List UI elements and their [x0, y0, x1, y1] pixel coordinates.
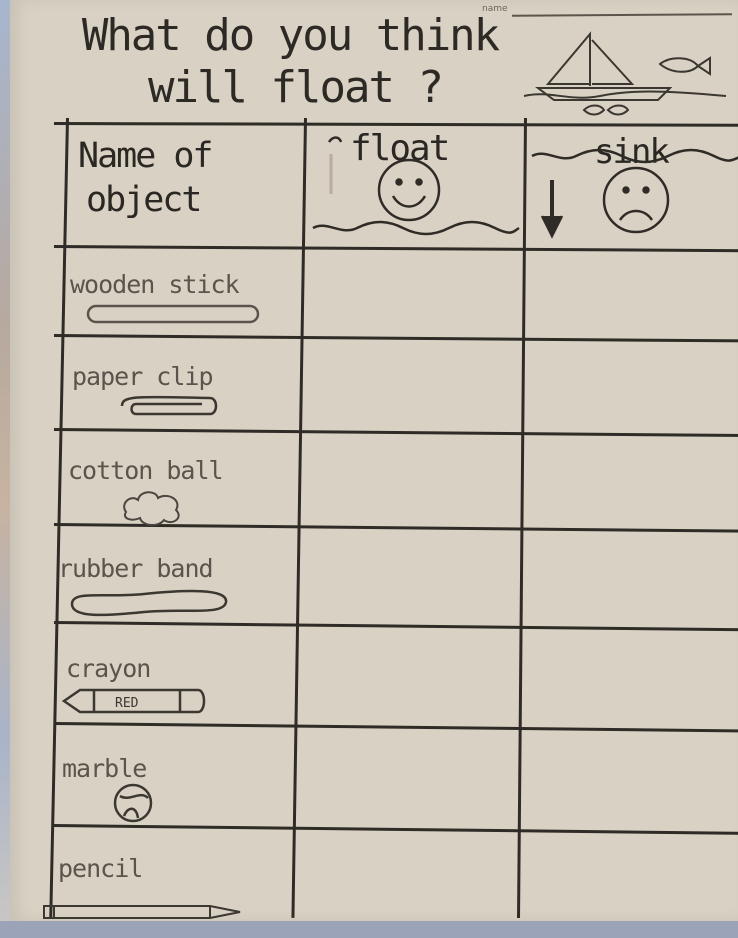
row-label-wooden-stick: wooden stick: [70, 270, 239, 299]
row-label-cotton-ball: cotton ball: [68, 456, 223, 485]
row-label-rubber-band: rubber band: [58, 554, 213, 583]
crayon-icon: [60, 686, 210, 716]
smiley-face-icon: [309, 132, 521, 250]
table-border-left: [49, 118, 69, 918]
wooden-stick-icon: [84, 300, 264, 328]
row-label-paper-clip: paper clip: [72, 362, 213, 391]
crayon-text: RED: [115, 696, 139, 711]
header-float: float: [350, 128, 449, 169]
worksheet-title-line-2: will float ?: [148, 62, 442, 113]
marble-icon: [110, 780, 156, 826]
row-label-marble: marble: [62, 754, 147, 783]
row-divider: [54, 824, 738, 835]
pencil-icon: [40, 902, 250, 922]
rubber-band-icon: [64, 584, 234, 620]
worksheet-paper: [10, 0, 738, 921]
name-line: [512, 13, 732, 17]
column-divider: [291, 118, 307, 918]
header-sink: sink: [594, 132, 668, 172]
sad-face-icon: [528, 136, 738, 252]
row-label-pencil: pencil: [58, 854, 143, 883]
sailboat-icon: [520, 26, 730, 118]
float-sink-table: [54, 118, 738, 938]
paper-clip-icon: [112, 392, 222, 422]
row-divider: [54, 722, 738, 732]
worksheet-title-line-1: What do you think: [81, 10, 499, 61]
table-border-top: [54, 122, 738, 127]
row-divider: [54, 334, 738, 342]
row-divider: [54, 428, 738, 437]
cotton-ball-icon: [118, 488, 188, 528]
header-name-of-line-1: Name of: [78, 136, 212, 176]
row-divider: [54, 621, 738, 631]
row-label-crayon: crayon: [66, 654, 151, 683]
name-label: name: [482, 4, 508, 14]
header-name-of-line-2: object: [86, 180, 201, 220]
